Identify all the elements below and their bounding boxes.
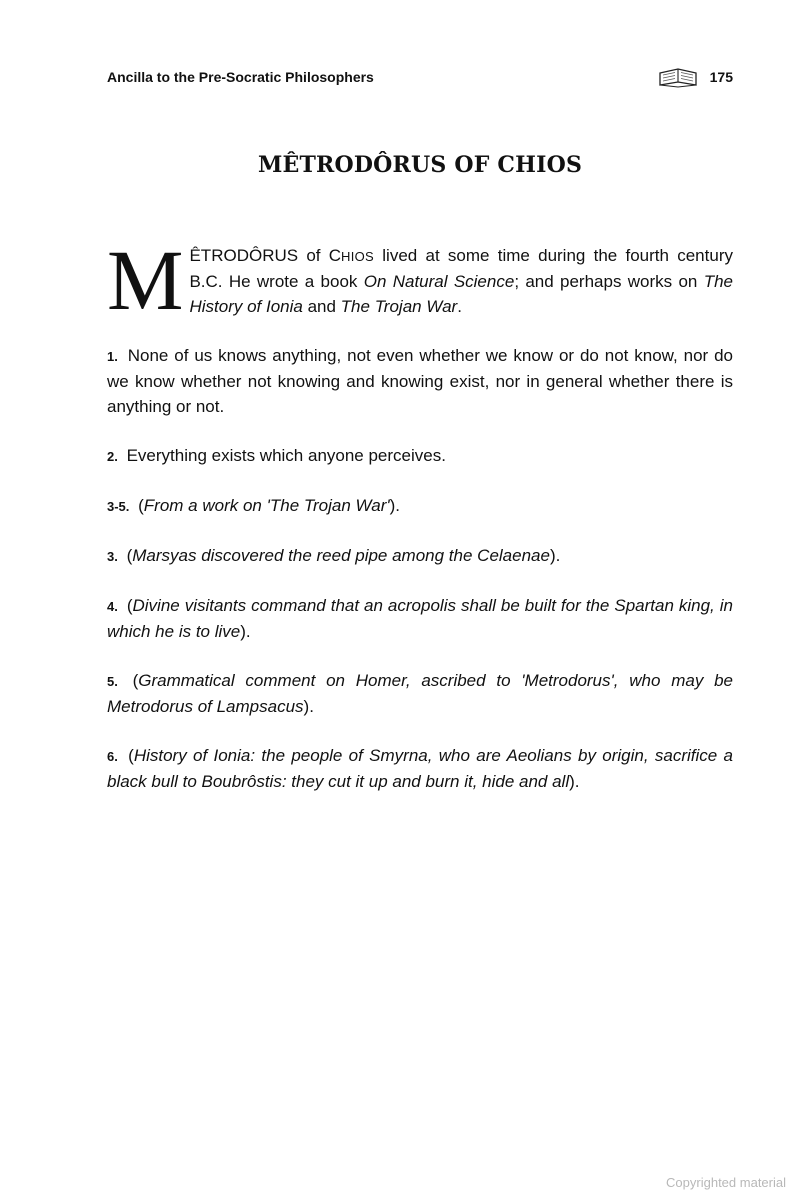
body-text: [107, 232, 733, 818]
fragment-3: [107, 543, 733, 569]
intro-text-4: .: [457, 297, 462, 316]
running-title: Ancilla to the Pre-Socratic Philosophers: [107, 69, 374, 85]
drop-cap: M: [107, 232, 184, 328]
intro-lead: ÊTRODÔRUS of C: [189, 246, 342, 265]
fragment-1: [107, 343, 733, 419]
fragment-number: 3.: [107, 549, 118, 564]
fragment-text: Grammatical comment on Homer, ascribed to 'Metrodorus', who may be Metrodorus of Lampsacus: [107, 671, 733, 716]
running-header: [107, 64, 733, 90]
fragment-6: [107, 743, 733, 794]
fragment-text: Everything exists which anyone perceives.: [126, 446, 446, 465]
header-right: [658, 66, 733, 88]
fragment-text: History of Ionia: the people of Smyrna, who are Aeolians by origin, sacrifice a black bull to Boubrôstis: they cut it up and burn it, hide and all: [107, 746, 733, 791]
fragment-open-paren: (: [133, 496, 144, 515]
intro-work-trojan-war: The Trojan War: [340, 297, 458, 316]
fragment-open-paren: (: [126, 596, 133, 615]
page-number: 175: [709, 69, 733, 85]
fragment-open-paren: (: [126, 546, 133, 565]
fragment-number: 5.: [107, 674, 118, 689]
fragment-text: Marsyas discovered the reed pipe among the Celaenae: [132, 546, 550, 565]
fragment-2: [107, 443, 733, 469]
fragment-3-5: [107, 493, 733, 519]
copyright-watermark: Copyrighted material: [666, 1175, 786, 1190]
intro-lead-smallcaps: HIOS: [341, 249, 375, 264]
fragment-close-paren: ).: [240, 622, 251, 641]
intro-work-natural-science: On Natural Science: [363, 272, 515, 291]
fragment-number: 4.: [107, 599, 118, 614]
fragment-close-paren: ).: [569, 772, 580, 791]
intro-text-3: and: [302, 297, 341, 316]
fragment-4: [107, 593, 733, 644]
fragment-number: 2.: [107, 449, 118, 464]
fragment-close-paren: ).: [549, 546, 561, 565]
fragment-open-paren: (: [121, 746, 134, 765]
intro-work-history-ionia: The History of Ionia: [189, 272, 733, 316]
fragment-close-paren: ).: [389, 496, 401, 515]
fragment-5: [107, 668, 733, 719]
fragment-open-paren: (: [132, 671, 139, 690]
fragment-number: 1.: [107, 349, 118, 364]
fragment-close-paren: ).: [303, 697, 314, 716]
fragment-text: None of us knows anything, not even whether we know or do not know, nor do we know whether not knowing and knowing exist, nor in general whether there is anything or not.: [107, 346, 733, 416]
chapter-title: MÊTRODÔRUS OF CHIOS: [257, 152, 583, 178]
open-book-icon: [658, 66, 698, 88]
fragment-text: Divine visitants command that an acropolis shall be built for the Spartan king, in which he is to live: [107, 596, 733, 641]
intro-text-2: ; and perhaps works on: [514, 272, 704, 291]
intro-paragraph: [107, 232, 733, 328]
fragment-number: 3-5.: [107, 499, 130, 514]
fragment-text: From a work on 'The Trojan War': [143, 496, 390, 515]
fragment-number: 6.: [107, 749, 118, 764]
intro-text-1: lived at some time during the fourth century B.C. He wrote a book: [189, 246, 733, 291]
